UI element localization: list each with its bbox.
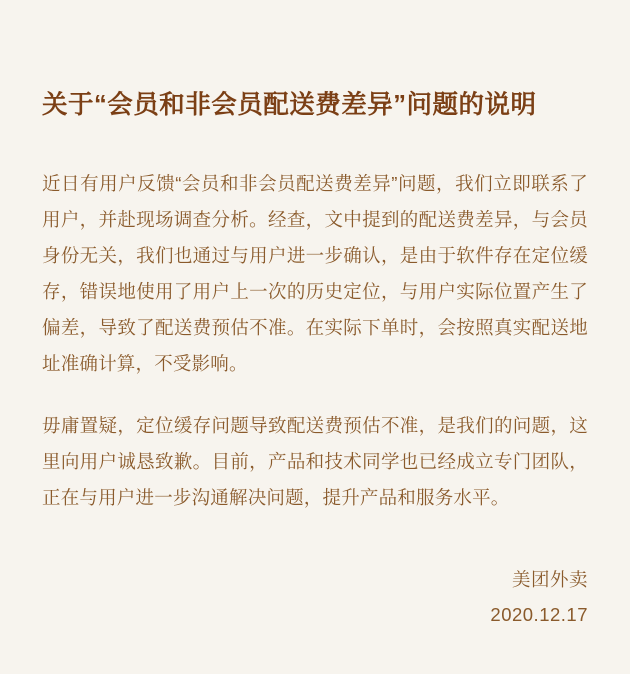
statement-body xyxy=(42,166,588,517)
paragraph-2: 毋庸置疑，定位缓存问题导致配送费预估不准，是我们的问题，这里向用户诚恳致歉。目前，产品和技术同学也已经成立专门团队，正在与用户进一步沟通解决问题，提升产品和服务水平。 xyxy=(42,415,588,509)
page-title: 关于“会员和非会员配送费差异”问题的说明 xyxy=(42,91,537,119)
signature-name: 美团外卖 xyxy=(511,569,588,591)
signature-block xyxy=(42,562,588,632)
signature-date: 2020.12.17 xyxy=(490,604,588,626)
paragraph-1: 近日有用户反馈“会员和非会员配送费差异”问题，我们立即联系了用户，并赴现场调查分析。经查，文中提到的配送费差异，与会员身份无关，我们也通过与用户进一步确认，是由于软件存在定位缓存，错误地使用了用户上一次的历史定位，与用户实际位置产生了偏差，导致了配送费预估不准。在实际下单时，会按照真实配送地址准确计算，不受影响。 xyxy=(42,172,588,374)
